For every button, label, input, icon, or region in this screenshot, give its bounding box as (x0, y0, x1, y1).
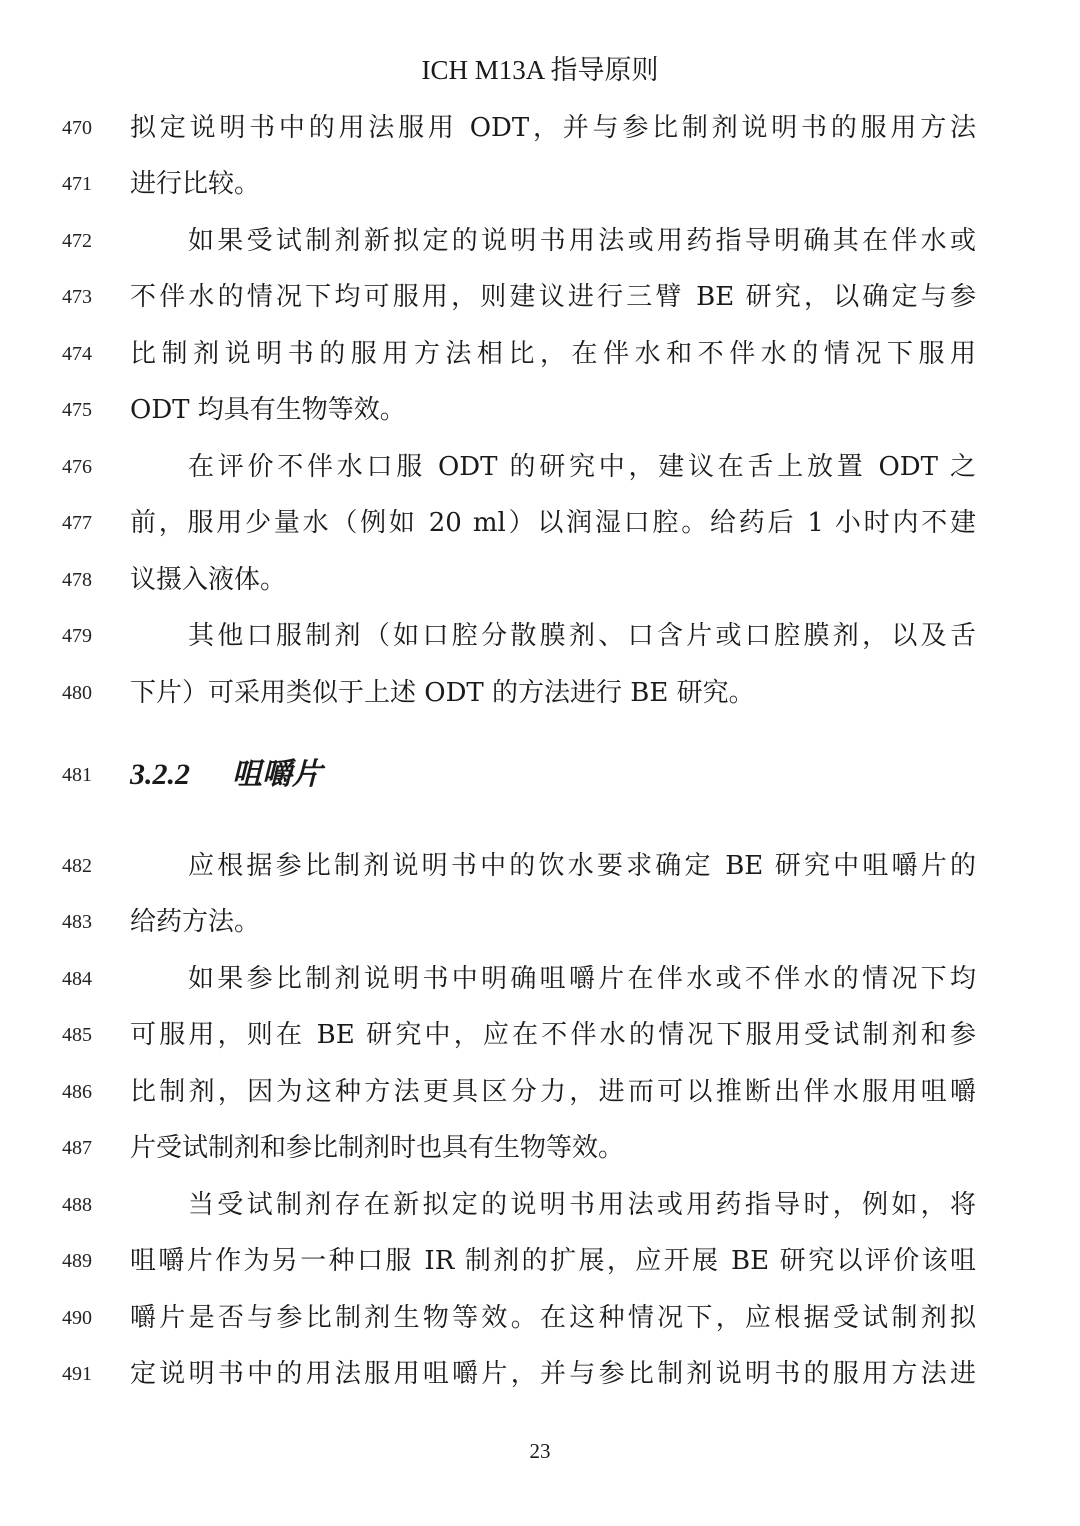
text-line (0, 665, 1080, 721)
line-text: 比制剂说明书的服用方法相比，在伴水和不伴水的情况下服用 (130, 339, 976, 369)
line-number: 472 (62, 230, 92, 252)
line-number: 489 (62, 1250, 92, 1272)
line-number: 488 (62, 1194, 92, 1216)
line-text: 议摄入液体。 (130, 565, 287, 595)
page-number: 23 (529, 1439, 551, 1463)
line-number: 474 (62, 343, 92, 365)
line-text: 如果参比制剂说明书中明确咀嚼片在伴水或不伴水的情况下均 (188, 964, 976, 994)
line-number: 481 (62, 764, 92, 786)
text-line (0, 1064, 1080, 1120)
text-line (0, 439, 1080, 495)
text-line (0, 608, 1080, 664)
section-title: 咀嚼片 (232, 757, 322, 792)
line-text: 前，服用少量水（例如 20 ml）以润湿口腔。给药后 1 小时内不建 (130, 508, 976, 538)
section-heading (0, 747, 1080, 803)
line-number: 485 (62, 1024, 92, 1046)
text-line (0, 1120, 1080, 1176)
line-number: 487 (62, 1137, 92, 1159)
line-number: 473 (62, 286, 92, 308)
line-text: 下片）可采用类似于上述 ODT 的方法进行 BE 研究。 (130, 678, 755, 708)
line-text: 可服用，则在 BE 研究中，应在不伴水的情况下服用受试制剂和参 (130, 1020, 976, 1050)
line-number: 470 (62, 117, 92, 139)
line-text: 如果受试制剂新拟定的说明书用法或用药指导明确其在伴水或 (188, 226, 976, 256)
page-header: ICH M13A 指导原则 (421, 55, 659, 85)
line-text: 片受试制剂和参比制剂时也具有生物等效。 (130, 1133, 625, 1163)
text-line (0, 326, 1080, 382)
text-line (0, 100, 1080, 156)
line-text: ODT 均具有生物等效。 (130, 395, 406, 425)
line-text: 咀嚼片作为另一种口服 IR 制剂的扩展，应开展 BE 研究以评价该咀 (130, 1246, 976, 1276)
line-text: 其他口服制剂（如口腔分散膜剂、口含片或口腔膜剂，以及舌 (188, 621, 976, 651)
text-line (0, 894, 1080, 950)
line-text: 给药方法。 (130, 907, 261, 937)
text-line (0, 1290, 1080, 1346)
line-number: 478 (62, 569, 92, 591)
line-text: 比制剂，因为这种方法更具区分力，进而可以推断出伴水服用咀嚼 (130, 1077, 976, 1107)
section-number: 3.2.2 (130, 758, 190, 791)
line-number: 483 (62, 911, 92, 933)
line-number: 476 (62, 456, 92, 478)
line-text: 进行比较。 (130, 169, 261, 199)
text-line (0, 838, 1080, 894)
line-text: 在评价不伴水口服 ODT 的研究中，建议在舌上放置 ODT 之 (188, 452, 976, 482)
text-line (0, 951, 1080, 1007)
line-number: 490 (62, 1307, 92, 1329)
line-number: 475 (62, 399, 92, 421)
text-line (0, 382, 1080, 438)
text-line (0, 156, 1080, 212)
line-text: 嚼片是否与参比制剂生物等效。在这种情况下，应根据受试制剂拟 (130, 1303, 976, 1333)
line-number: 491 (62, 1363, 92, 1385)
line-number: 482 (62, 855, 92, 877)
line-number: 484 (62, 968, 92, 990)
text-line (0, 213, 1080, 269)
text-line (0, 495, 1080, 551)
text-line (0, 552, 1080, 608)
text-line (0, 1233, 1080, 1289)
line-number: 471 (62, 173, 92, 195)
line-text: 当受试制剂存在新拟定的说明书用法或用药指导时，例如，将 (188, 1190, 976, 1220)
text-line (0, 269, 1080, 325)
line-number: 477 (62, 512, 92, 534)
line-number: 479 (62, 625, 92, 647)
line-text: 应根据参比制剂说明书中的饮水要求确定 BE 研究中咀嚼片的 (188, 851, 976, 881)
line-text: 定说明书中的用法服用咀嚼片，并与参比制剂说明书的服用方法进 (130, 1359, 976, 1389)
line-number: 486 (62, 1081, 92, 1103)
text-line (0, 1007, 1080, 1063)
text-line (0, 1346, 1080, 1402)
line-text: 不伴水的情况下均可服用，则建议进行三臂 BE 研究，以确定与参 (130, 282, 976, 312)
line-number: 480 (62, 682, 92, 704)
text-line (0, 1177, 1080, 1233)
line-text: 拟定说明书中的用法服用 ODT，并与参比制剂说明书的服用方法 (130, 113, 976, 143)
